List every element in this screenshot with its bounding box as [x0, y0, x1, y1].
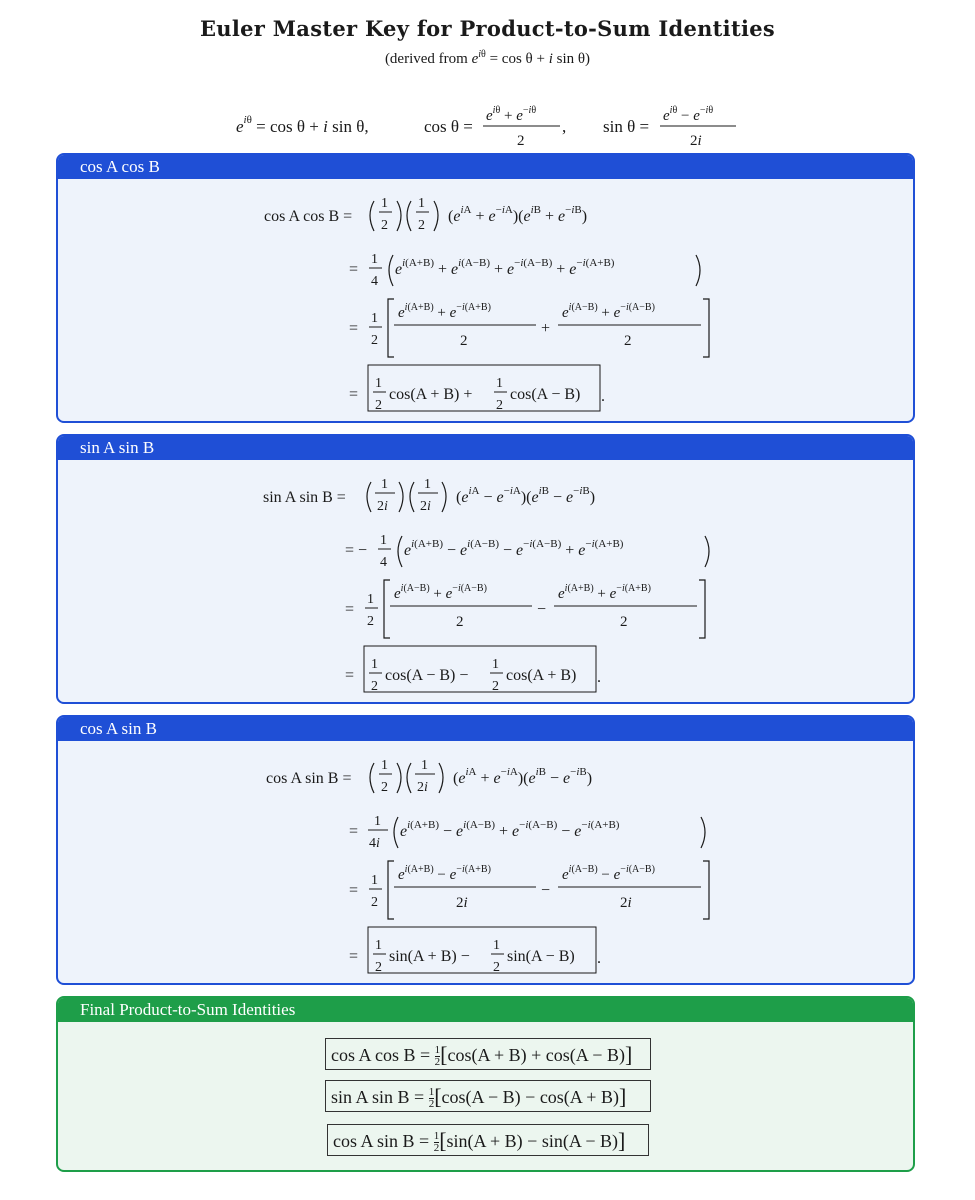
svg-text:sin(A + B) −: sin(A + B) −	[389, 948, 470, 965]
svg-text:2: 2	[371, 679, 378, 694]
svg-text:2: 2	[493, 960, 500, 975]
svg-text:cos(A + B) +: cos(A + B) +	[389, 386, 473, 403]
svg-text:1: 1	[492, 657, 499, 672]
section-cos-sin	[56, 715, 915, 985]
identity-lhs: cos A sin B	[333, 1131, 415, 1151]
svg-text:2i: 2i	[690, 133, 702, 149]
svg-text:2: 2	[371, 895, 378, 910]
section-header: cos A cos B	[58, 155, 913, 179]
svg-text:2: 2	[375, 398, 382, 413]
svg-text:2: 2	[381, 780, 388, 795]
identity-rhs: cos(A + B) + cos(A − B)	[447, 1045, 625, 1065]
step-3	[349, 861, 709, 919]
section-final-identities	[56, 996, 915, 1172]
step-1	[263, 477, 595, 514]
svg-text:2: 2	[517, 133, 525, 149]
svg-text:=: =	[349, 261, 359, 278]
svg-text:.: .	[601, 388, 605, 405]
svg-text:ei(A+B) + e−i(A+B): $e^i(A+B) + e^-i(A+B)$	[558, 583, 651, 602]
svg-text:2: 2	[460, 333, 468, 349]
svg-text:=: =	[349, 386, 359, 403]
svg-text:eiθ − e−iθ: $e^i\theta - e^-i\theta$	[663, 105, 714, 124]
step-3	[345, 580, 705, 638]
step-result	[349, 927, 601, 975]
step-1	[264, 196, 587, 233]
svg-text:.: .	[597, 669, 601, 686]
svg-text:2: 2	[418, 218, 425, 233]
svg-text:ei(A+B) + e−i(A+B): $e^i(A+B) + e^-i(A+B)$	[398, 302, 491, 321]
svg-text:2i: 2i	[420, 499, 431, 514]
svg-text:2i: 2i	[456, 895, 468, 911]
svg-text:cos θ =: cos θ =	[424, 117, 473, 136]
svg-text:1: 1	[381, 477, 388, 492]
svg-text:1: 1	[371, 657, 378, 672]
svg-text:1: 1	[496, 376, 503, 391]
svg-text:=: =	[345, 667, 355, 684]
svg-text:1: 1	[371, 873, 378, 888]
step-2	[349, 252, 700, 289]
svg-text:sin(A − B): sin(A − B)	[507, 948, 575, 965]
svg-text:cos A cos B =: cos A cos B =	[264, 208, 353, 225]
identity-cos-sin: cos A sin B = $\frac{1}{2}$ [sin(A + B) − sin(A − B)]	[327, 1124, 649, 1156]
svg-text:ei(A−B) + e−i(A−B): $e^i(A-B) + e^-i(A-B)$	[394, 583, 487, 602]
derivation-cos-cos	[58, 179, 915, 423]
svg-text:1: 1	[493, 938, 500, 953]
svg-text:sin A sin B =: sin A sin B =	[263, 489, 346, 506]
svg-text:1: 1	[424, 477, 431, 492]
svg-text:+: +	[541, 320, 551, 337]
svg-text:(eiA + e−iA)(eiB − e−iB): $(e^iA + e^-iA)(e^iB - e^-iB)$	[453, 766, 593, 787]
svg-text:=: =	[349, 948, 359, 965]
svg-text:1: 1	[375, 938, 382, 953]
svg-text:cos(A + B): cos(A + B)	[506, 667, 577, 684]
step-result	[349, 365, 605, 413]
svg-text:= −: = −	[345, 542, 368, 559]
step-2	[349, 814, 705, 851]
svg-text:1: 1	[371, 311, 378, 326]
svg-text:1: 1	[421, 758, 428, 773]
svg-text:1: 1	[418, 196, 425, 211]
page-title: Euler Master Key for Product-to-Sum Identities	[199, 16, 776, 41]
identity-rhs: sin(A + B) − sin(A − B)	[446, 1131, 618, 1151]
svg-text:1: 1	[371, 252, 378, 267]
identity-lhs: cos A cos B	[331, 1045, 416, 1065]
svg-text:−: −	[541, 882, 551, 899]
svg-text:eiθ = cos θ + i sin θ,: $e^i\theta = \cos \theta + i$ sin θ,	[236, 114, 369, 136]
svg-text:1: 1	[381, 758, 388, 773]
svg-text:2: 2	[367, 614, 374, 629]
svg-text:ei(A+B) − ei(A−B) − e−i(A−B) +: $e^i(A+B) - e^i(A-B) - e^-i(A-B) + e^-i(A+B)$	[404, 538, 624, 559]
svg-text:2: 2	[496, 398, 503, 413]
svg-text:1: 1	[375, 376, 382, 391]
svg-text:ei(A+B) + ei(A−B) + e−i(A−B) +: $e^i(A+B) + e^i(A-B) + e^-i(A-B) + e^-i(A+B)$	[395, 257, 615, 278]
svg-text:cos(A − B) −: cos(A − B) −	[385, 667, 469, 684]
svg-text:ei(A−B) + e−i(A−B): $e^i(A-B) + e^-i(A-B)$	[562, 302, 655, 321]
euler-formula	[236, 114, 369, 136]
svg-text:cos(A − B): cos(A − B)	[510, 386, 581, 403]
svg-text:(eiA + e−iA)(eiB + e−iB): $(e^iA + e^-iA)(e^iB + e^-iB)$	[448, 204, 588, 225]
svg-text:2: 2	[620, 614, 628, 630]
svg-text:2i: 2i	[417, 780, 428, 795]
svg-text:2i: 2i	[377, 499, 388, 514]
svg-text:4: 4	[380, 555, 387, 570]
svg-text:2: 2	[456, 614, 464, 630]
cos-definition	[424, 105, 566, 149]
identity-cos-cos: cos A cos B = $\frac{1}{2}$ [cos(A + B) + cos(A − B)]	[325, 1038, 651, 1070]
svg-text:4i: 4i	[369, 836, 380, 851]
svg-text:−: −	[537, 601, 547, 618]
section-header: cos A sin B	[58, 717, 913, 741]
step-2	[345, 533, 709, 570]
identity-rhs: cos(A − B) − cos(A + B)	[441, 1087, 619, 1107]
section-cos-cos	[56, 153, 915, 423]
svg-text:1: 1	[367, 592, 374, 607]
svg-text:sin θ =: sin θ =	[603, 117, 650, 136]
svg-text:ei(A+B) − e−i(A+B): $e^i(A+B) - e^-i(A+B)$	[398, 864, 491, 883]
identity-sin-sin: sin A sin B = $\frac{1}{2}$ [cos(A − B) − cos(A + B)]	[325, 1080, 651, 1112]
svg-text:cos A sin B =: cos A sin B =	[266, 770, 352, 787]
sin-definition	[603, 105, 736, 149]
derivation-cos-sin	[58, 741, 915, 985]
svg-text:,: ,	[562, 117, 567, 136]
identity-lhs: sin A sin B	[331, 1087, 410, 1107]
section-header: Final Product-to-Sum Identities	[58, 998, 913, 1022]
svg-text:2: 2	[375, 960, 382, 975]
svg-text:2: 2	[492, 679, 499, 694]
svg-text:(eiA − e−iA)(eiB − e−iB): $(e^iA - e^-iA)(e^iB - e^-iB)$	[456, 485, 596, 506]
intro-definitions	[0, 100, 975, 150]
page-subtitle: (derived from $e^{i\theta} = \cos \theta + i$ sin θ)	[384, 49, 591, 67]
step-result	[345, 646, 601, 694]
svg-text:eiθ + e−iθ: $e^i\theta + e^-i\theta$	[486, 105, 537, 124]
svg-text:4: 4	[371, 274, 378, 289]
svg-text:=: =	[349, 882, 359, 899]
svg-text:2i: 2i	[620, 895, 632, 911]
step-3	[349, 299, 709, 357]
svg-text:.: .	[597, 950, 601, 967]
svg-text:1: 1	[380, 533, 387, 548]
svg-text:1: 1	[374, 814, 381, 829]
svg-text:=: =	[345, 601, 355, 618]
svg-text:2: 2	[381, 218, 388, 233]
derivation-sin-sin	[58, 460, 915, 704]
svg-text:=: =	[349, 823, 359, 840]
svg-text:2: 2	[371, 333, 378, 348]
section-header: sin A sin B	[58, 436, 913, 460]
svg-text:1: 1	[381, 196, 388, 211]
step-1	[266, 758, 592, 795]
svg-text:=: =	[349, 320, 359, 337]
svg-text:2: 2	[624, 333, 632, 349]
svg-text:ei(A−B) − e−i(A−B): $e^i(A-B) - e^-i(A-B)$	[562, 864, 655, 883]
svg-text:ei(A+B) − ei(A−B) + e−i(A−B) −: $e^i(A+B) - e^i(A-B) + e^-i(A-B) - e^-i(A+B)$	[400, 819, 620, 840]
section-sin-sin	[56, 434, 915, 704]
